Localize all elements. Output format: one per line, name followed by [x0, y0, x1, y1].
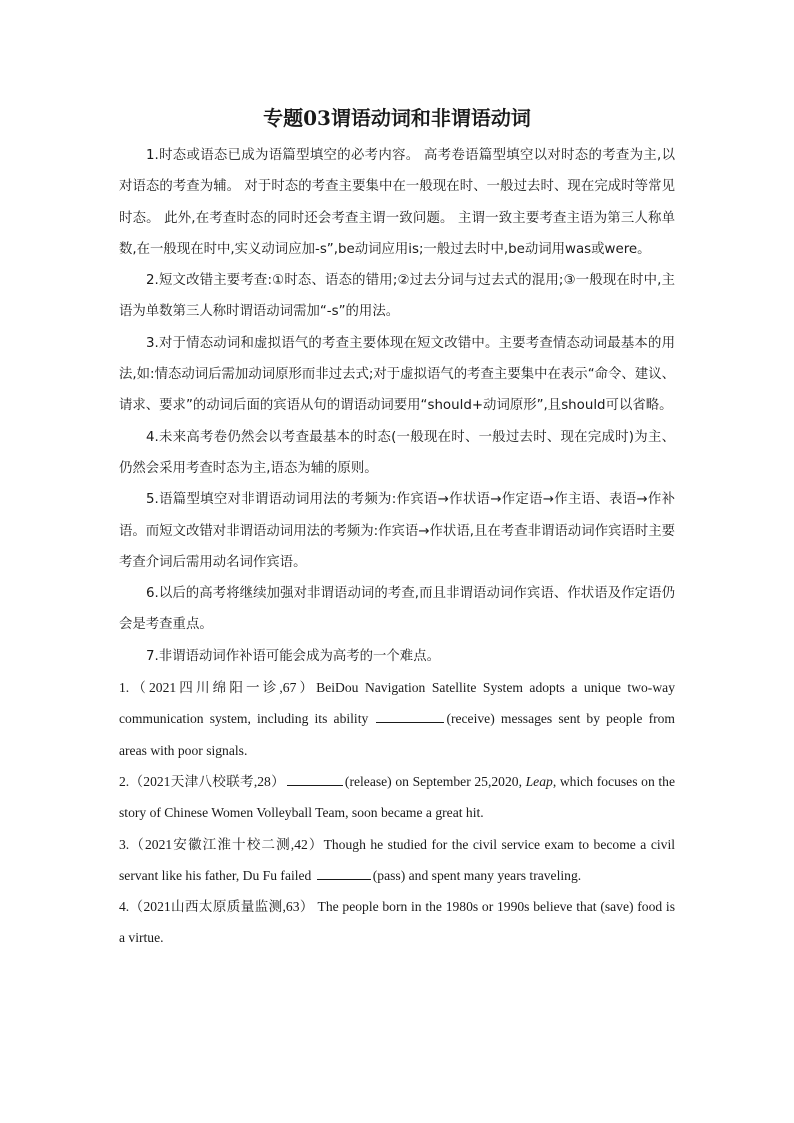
paragraph-3: 3.对于情态动词和虚拟语气的考查主要体现在短文改错中。主要考查情态动词最基本的用法,如:情态动词后需加动词原形而非过去式;对于虚拟语气的考查主要集中在表示“命令、建议、请求、要求”的动词后面的宾语从句的谓语动词要用“should+动词原形”,且should可以省略。 — [119, 335, 675, 414]
question-2-italic-title: Leap — [525, 773, 553, 789]
question-2-suffix: , which focuses on the story of Chinese Women Volleyball Team, soon became a great hit. — [119, 773, 676, 821]
paragraph-4: 4.未来高考卷仍然会以考查最基本的时态(一般现在时、一般过去时、现在完成时)为主、仍然会采用考查时态为主,语态为辅的原则。 — [119, 429, 675, 476]
question-3-suffix: (pass) and spent many years traveling. — [372, 867, 582, 883]
question-1-suffix: (receive) messages sent by people from areas with poor signals. — [119, 711, 675, 758]
paragraph-1: 1.时态或语态已成为语篇型填空的必考内容。 高考卷语篇型填空以对时态的考查为主,以对语态的考查为辅。 对于时态的考查主要集中在一般现在时、一般过去时、现在完成时等常见时态。 此外,在考查时态的同时还会考查主谓一致问题。 主谓一致主要考查主语为第三人称单数,在一般现在时中,实义动词应加-s”,be动词应用is;一般过去时中,be动词用was或were。 — [119, 148, 675, 257]
paragraph-7: 7.非谓语动词作补语可能会成为高考的一个难点。 — [146, 648, 440, 664]
page-title: 专题03谓语动词和非谓语动词 — [263, 106, 531, 130]
question-1-prefix: 1.（2021四川绵阳一诊,67）BeiDou Navigation Satellite System adopts a unique two-way communication system, including its ability — [119, 680, 675, 727]
question-2 — [119, 766, 675, 829]
question-2-prefix: 2.（2021天津八校联考,28） — [119, 773, 285, 789]
question-3-prefix: 3.（2021安徽江淮十校二测,42）Though he studied for the civil service exam to become a civil servant like his father, Du Fu failed — [119, 836, 675, 883]
question-4: 4.（2021山西太原质量监测,63） The people born in the 1980s or 1990s believe that (save) food is a virtue. — [119, 899, 675, 946]
question-1 — [119, 672, 675, 766]
answer-blank-1[interactable] — [376, 710, 444, 723]
answer-blank-3[interactable] — [317, 867, 371, 880]
paragraph-6: 6.以后的高考将继续加强对非谓语动词的考查,而且非谓语动词作宾语、作状语及作定语仍会是考查重点。 — [119, 586, 675, 633]
question-2-middle: (release) on September 25,2020, — [344, 773, 526, 789]
paragraph-5: 5.语篇型填空对非谓语动词用法的考频为:作宾语→作状语→作定语→作主语、表语→作补语。而短文改错对非谓语动词用法的考频为:作宾语→作状语,且在考查非谓语动词作宾语时主要考查介词后需用动名词作宾语。 — [119, 492, 675, 570]
question-3 — [119, 829, 675, 892]
paragraph-2: 2.短文改错主要考查:①时态、语态的错用;②过去分词与过去式的混用;③一般现在时中,主语为单数第三人称时谓语动词需加“-s”的用法。 — [119, 273, 675, 320]
document-body — [119, 140, 675, 954]
answer-blank-2[interactable] — [287, 773, 343, 786]
